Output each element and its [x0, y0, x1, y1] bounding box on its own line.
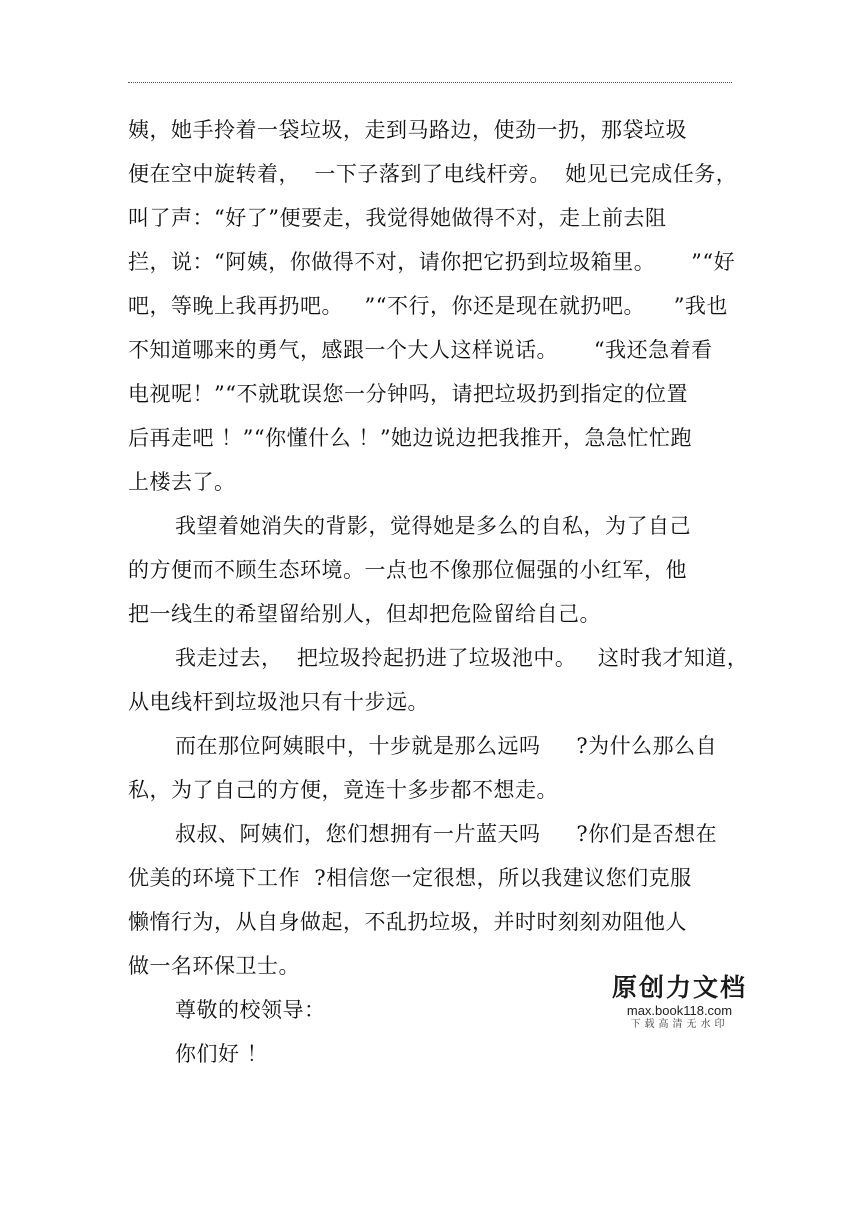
text-line: 上楼去了。	[128, 470, 236, 494]
watermark-subtitle: 下载高清无水印	[630, 1019, 729, 1030]
watermark-title: 原创力文档	[612, 973, 748, 1002]
paragraph-start-line: 我望着她消失的背影，觉得她是多么的自私，为了自己	[175, 514, 691, 538]
document-body	[128, 108, 749, 1076]
text-line: 拦，说：“阿姨，你做得不对，请你把它扔到垃圾箱里。 ”“好	[128, 250, 736, 274]
paragraph-start-line: 而在那位阿姨眼中，十步就是那么远吗 ?为什么那么自	[175, 734, 718, 758]
header-divider	[128, 82, 732, 83]
text-line: 懒惰行为，从自身做起，不乱扔垃圾，并时时刻刻劝阻他人	[128, 910, 687, 934]
text-line: 吧，等晚上我再扔吧。 ”“不行，你还是现在就扔吧。 ”我也	[128, 294, 728, 318]
text-line: 把一线生的希望留给别人，但却把危险留给自己。	[128, 602, 601, 626]
text-line: 的方便而不顾生态环境。一点也不像那位倔强的小红军，他	[128, 558, 687, 582]
watermark-domain: max.book118.com	[626, 1003, 733, 1018]
text-line: 后再走吧 ！”“你懂什么 ！”她边说边把我推开，急急忙忙跑	[128, 426, 693, 450]
watermark-logo	[612, 973, 747, 1032]
text-line: 电视呢！”“不就耽误您一分钟吗，请把垃圾扔到指定的位置	[128, 382, 688, 406]
greeting-line: 你们好 ！	[175, 1042, 269, 1066]
paragraph-start-line: 叔叔、阿姨们，您们想拥有一片蓝天吗 ?你们是否想在	[175, 822, 718, 846]
text-line: 姨，她手拎着一袋垃圾，走到马路边，使劲一扔，那袋垃圾	[128, 118, 687, 142]
text-line: 便在空中旋转着， 一下子落到了电线杆旁。 她见已完成任务，	[128, 162, 738, 186]
paragraph-start-line: 我走过去， 把垃圾拎起扔进了垃圾池中。 这时我才知道，	[175, 646, 749, 670]
text-line: 做一名环保卫士。	[128, 954, 300, 978]
text-line: 私，为了自己的方便，竟连十多步都不想走。	[128, 778, 558, 802]
text-line: 叫了声：“好了”便要走，我觉得她做得不对，走上前去阻	[128, 206, 667, 230]
text-line: 从电线杆到垃圾池只有十步远。	[128, 690, 429, 714]
text-line: 优美的环境下工作 ?相信您一定很想，所以我建议您们克服	[128, 866, 692, 890]
text-line: 不知道哪来的勇气，感跟一个大人这样说话。 “我还急着看	[128, 338, 713, 362]
salutation-line: 尊敬的校领导：	[175, 998, 326, 1022]
